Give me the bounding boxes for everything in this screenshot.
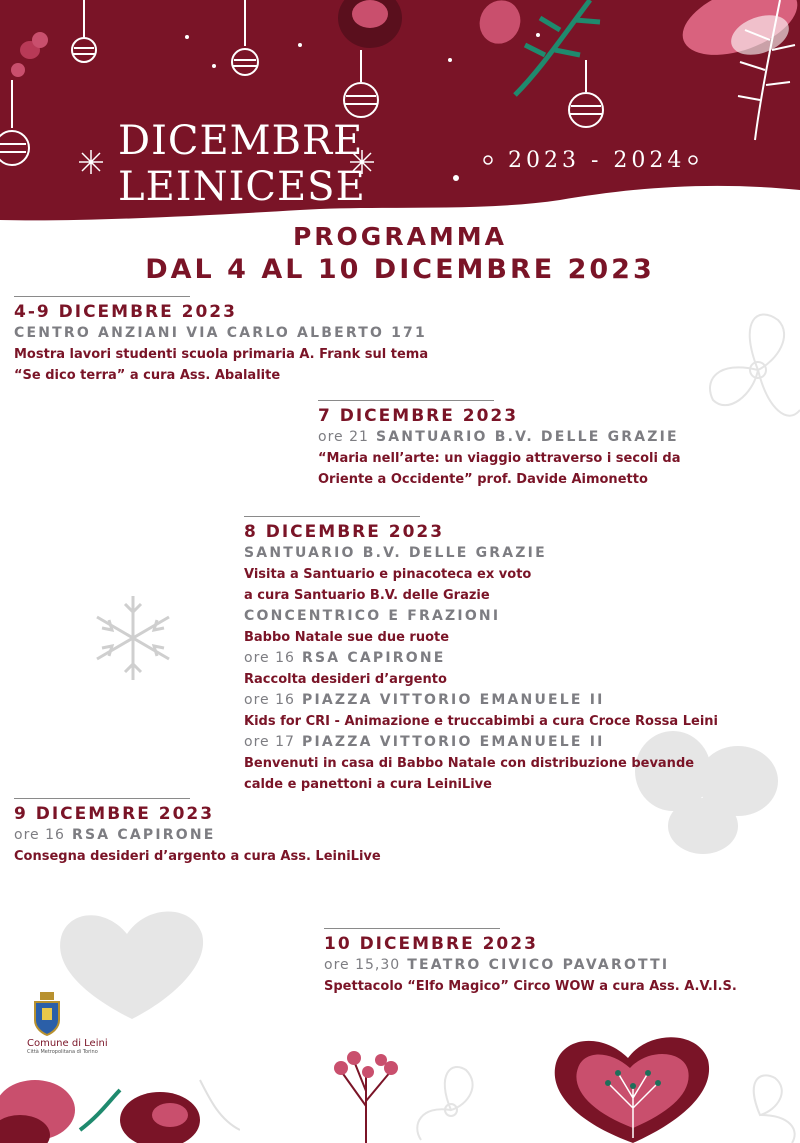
event-description: a cura Santuario B.V. delle Grazie	[244, 588, 490, 603]
event-block	[318, 400, 681, 490]
event-place	[244, 732, 718, 753]
coat-of-arms-icon	[32, 990, 62, 1036]
event-time: ore 15,30	[324, 957, 401, 973]
flower-outline-icon	[406, 1060, 496, 1143]
event-date: 9 DICEMBRE 2023	[14, 804, 215, 824]
event-description: “Se dico terra” a cura Ass. Abalalite	[14, 368, 281, 383]
logo-name: Comune di Leini	[27, 1038, 108, 1049]
event-time: ore 16	[244, 692, 295, 708]
divider	[318, 400, 494, 401]
programma-dates: DAL 4 AL 10 DICEMBRE 2023	[145, 254, 655, 285]
event-place-name: PIAZZA VITTORIO EMANUELE II	[301, 692, 605, 708]
event-place	[14, 825, 381, 846]
header-title-line2: LEINICESE	[118, 164, 366, 210]
event-place	[244, 648, 718, 669]
event-place-name: RSA CAPIRONE	[301, 650, 446, 666]
logo-subtitle: Città Metropolitana di Torino	[27, 1049, 98, 1055]
event-place	[324, 955, 737, 976]
event-time: ore 17	[244, 734, 295, 750]
event-place: CONCENTRICO E FRAZIONI	[244, 608, 501, 624]
event-place	[244, 690, 718, 711]
event-description: Visita a Santuario e pinacoteca ex voto	[244, 567, 532, 582]
event-place: SANTUARIO B.V. DELLE GRAZIE	[244, 545, 547, 561]
event-block	[14, 798, 381, 867]
event-place: CENTRO ANZIANI VIA CARLO ALBERTO 171	[14, 325, 427, 341]
divider	[14, 296, 190, 297]
event-place-name: PIAZZA VITTORIO EMANUELE II	[301, 734, 605, 750]
event-date: 4-9 DICEMBRE 2023	[14, 302, 237, 322]
event-date: 7 DICEMBRE 2023	[318, 406, 519, 426]
event-description: Babbo Natale sue due ruote	[244, 630, 450, 645]
event-time: ore 16	[14, 827, 65, 843]
flower-outline-icon	[720, 1070, 800, 1143]
event-description: Spettacolo “Elfo Magico” Circo WOW a cura Ass. A.V.I.S.	[324, 979, 737, 994]
event-description: Kids for CRI - Animazione e truccabimbi a cura Croce Rossa Leini	[244, 714, 718, 729]
event-description: Mostra lavori studenti scuola primaria A. Frank sul tema	[14, 347, 429, 362]
event-place-name: RSA CAPIRONE	[71, 827, 216, 843]
berries-icon	[326, 1046, 406, 1143]
event-date: 8 DICEMBRE 2023	[244, 522, 445, 542]
event-block	[244, 516, 718, 795]
event-description: “Maria nell’arte: un viaggio attraverso i secoli da	[318, 451, 681, 466]
event-description: Oriente a Occidente” prof. Davide Aimonetto	[318, 472, 648, 487]
event-description: Consegna desideri d’argento a cura Ass. LeiniLive	[14, 849, 381, 864]
flower-outline-icon	[698, 300, 800, 440]
event-time: ore 21	[318, 429, 369, 445]
heart-flower-icon	[548, 1028, 718, 1143]
event-block	[324, 928, 737, 997]
event-date: 10 DICEMBRE 2023	[324, 934, 538, 954]
header-title-line1: DICEMBRE	[118, 118, 364, 164]
event-description: calde e panettoni a cura LeiniLive	[244, 777, 492, 792]
event-time: ore 16	[244, 650, 295, 666]
event-place-name: TEATRO CIVICO PAVAROTTI	[407, 957, 670, 973]
divider	[324, 928, 500, 929]
divider	[244, 516, 420, 517]
snowflake-icon	[92, 592, 174, 684]
divider	[14, 798, 190, 799]
event-block	[14, 296, 428, 386]
event-place	[318, 427, 681, 448]
logo-caption	[27, 1038, 108, 1055]
heart-icon	[52, 904, 212, 1024]
programma-title: PROGRAMMA	[292, 222, 508, 251]
flower-icon	[0, 1060, 240, 1143]
event-description: Benvenuti in casa di Babbo Natale con distribuzione bevande	[244, 756, 695, 771]
event-description: Raccolta desideri d’argento	[244, 672, 447, 687]
event-place-name: SANTUARIO B.V. DELLE GRAZIE	[375, 429, 679, 445]
header-years: 2023 - 2024	[508, 148, 686, 173]
